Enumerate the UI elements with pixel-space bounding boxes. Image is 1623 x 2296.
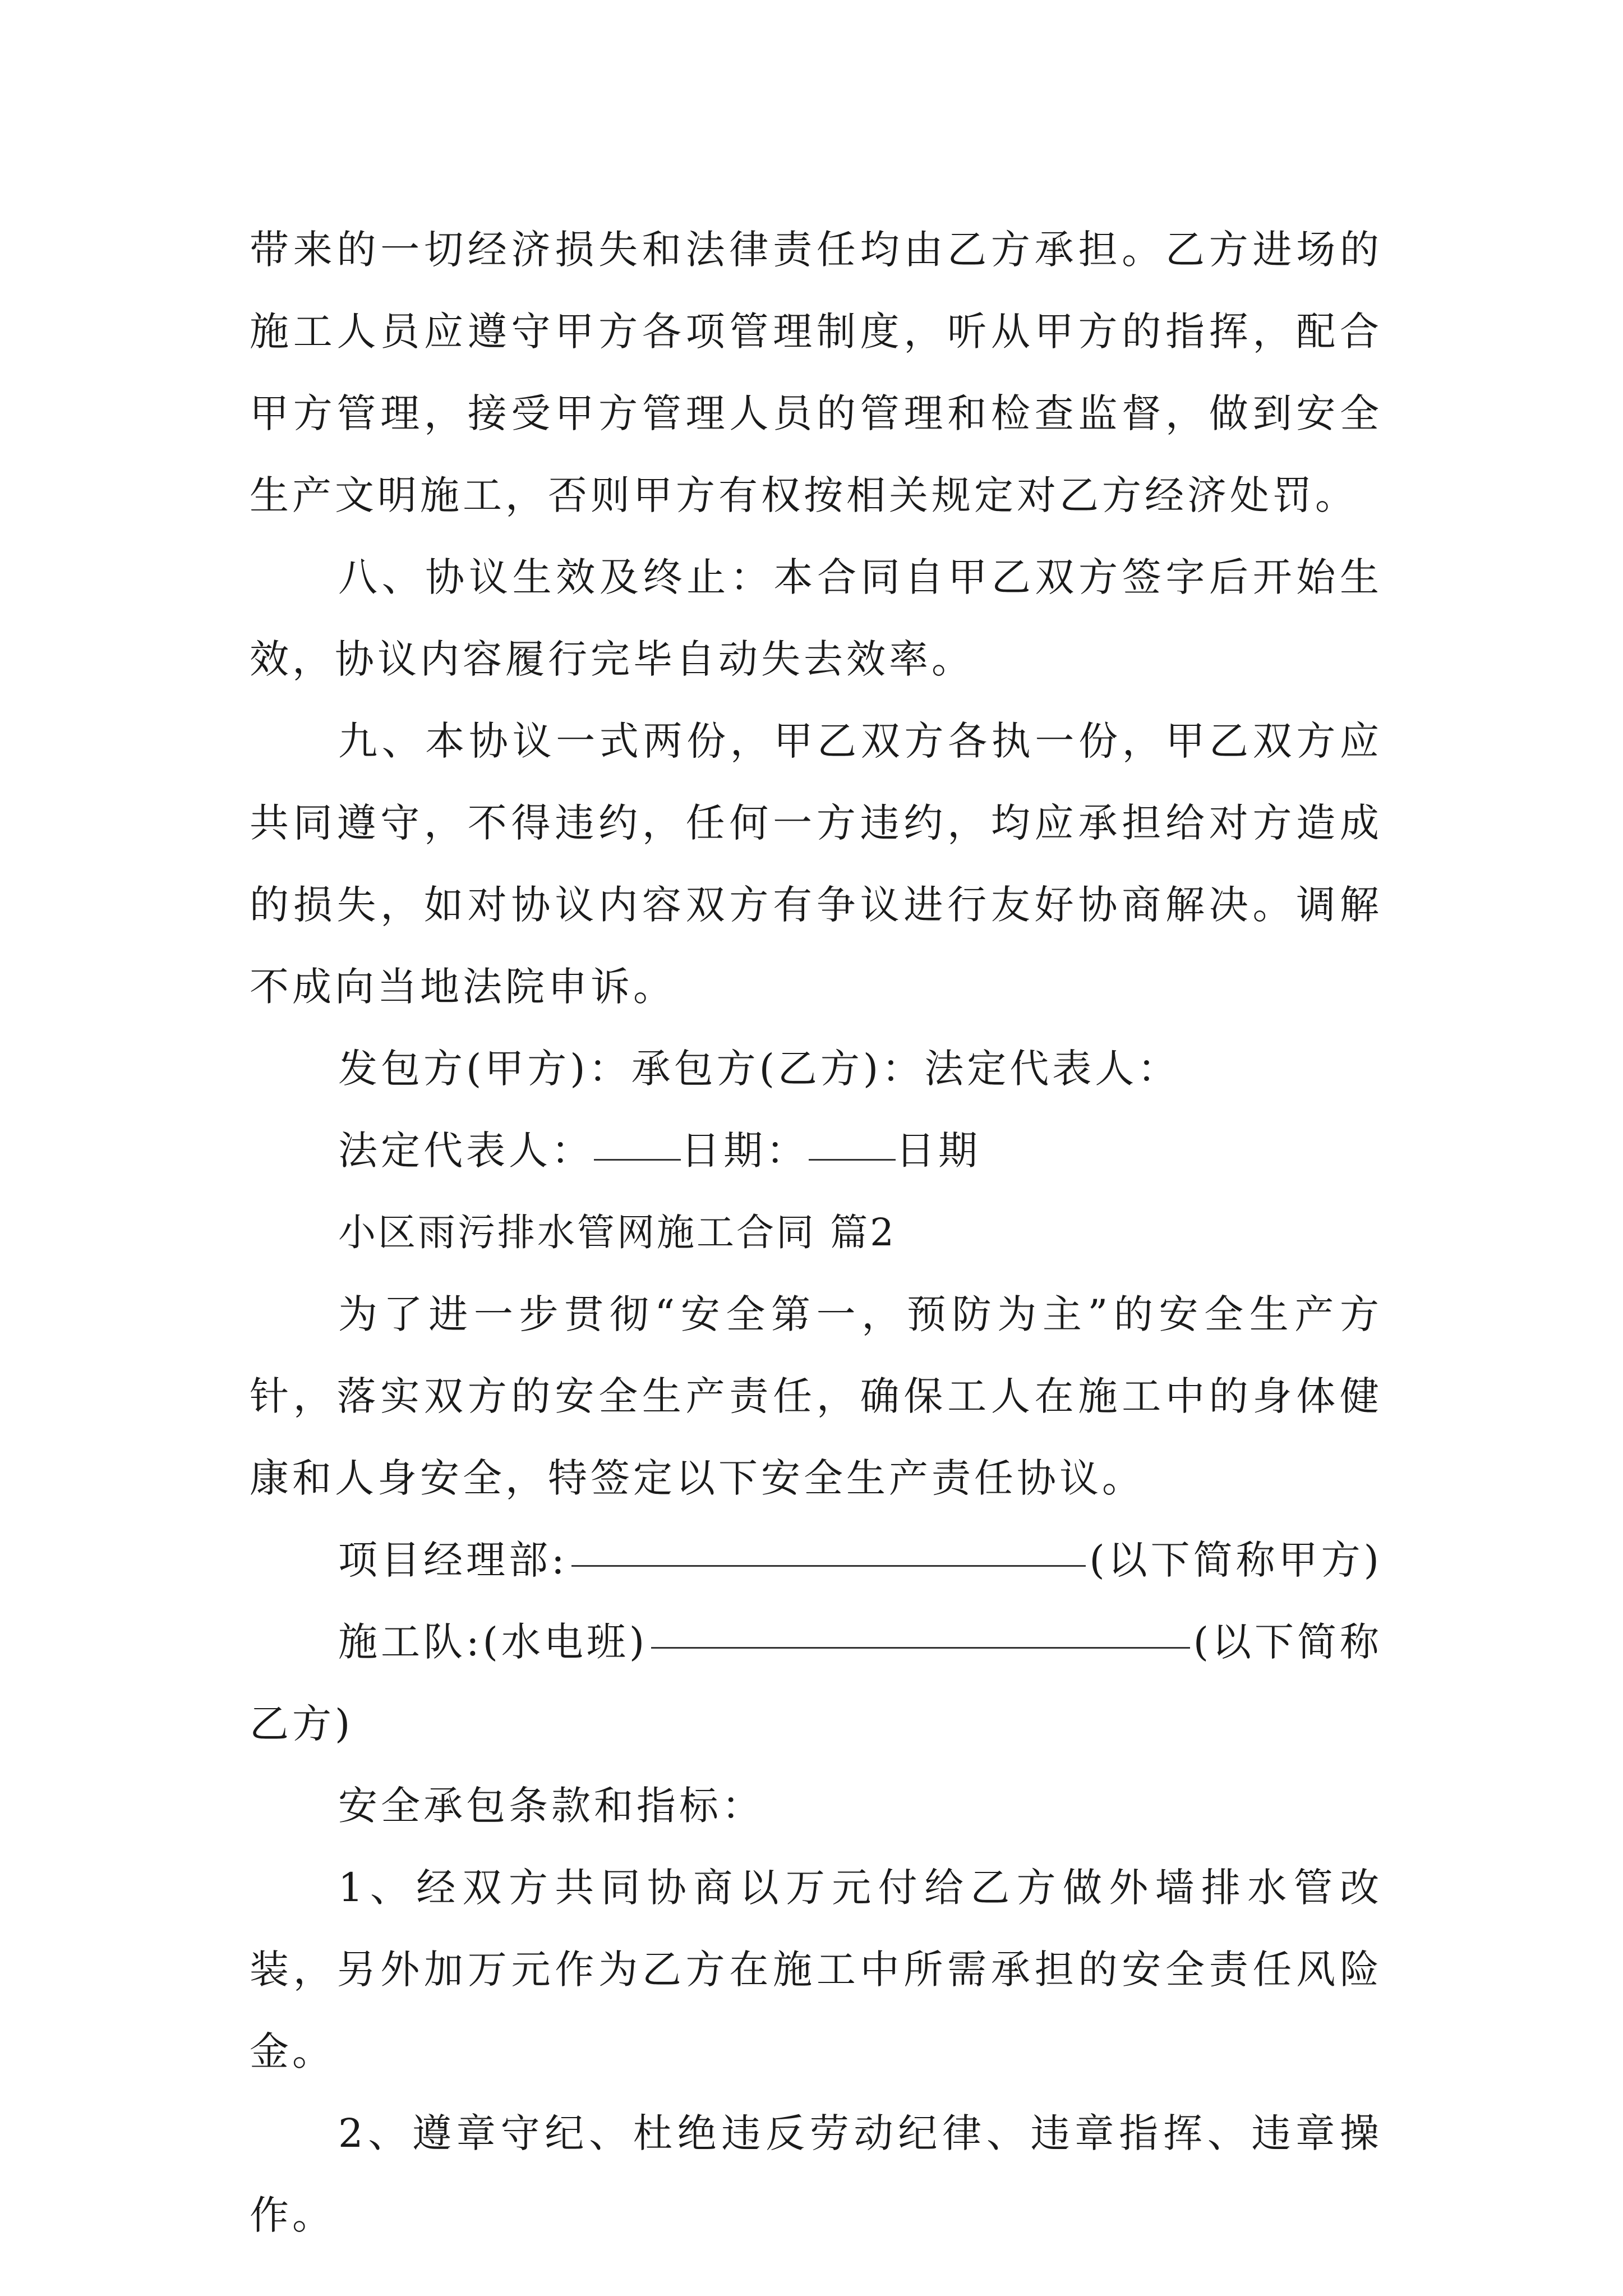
- paragraph-clause-9: 九、本协议一式两份，甲乙双方各执一份，甲乙双方应共同遵守，不得违约，任何一方违约，均应承担给对方造成的损失，如对协议内容双方有争议进行友好协商解决。调解不成向当地法院申诉。: [250, 718, 1382, 1010]
- document-body: [250, 209, 1382, 2256]
- paragraph-purpose: 为了进一步贯彻“安全第一，预防为主”的安全生产方针，落实双方的安全生产责任，确保工人在施工中的身体健康和人身安全，特签定以下安全生产责任协议。: [250, 1291, 1382, 1501]
- date-label-2: 日期: [896, 1128, 981, 1174]
- safety-term-1: 1、经双方共同协商以万元付给乙方做外墙排水管改装，另外加万元作为乙方在施工中所需承担的安全责任风险金。: [250, 1865, 1382, 2074]
- party-b-blank: [651, 1647, 1189, 1649]
- legal-rep-label: 法定代表人：: [338, 1128, 594, 1174]
- safety-terms-heading: 安全承包条款和指标：: [338, 1783, 764, 1829]
- signature-parties-line: 发包方(甲方)：承包方(乙方)：法定代表人：: [338, 1046, 1181, 1092]
- party-a-label: 项目经理部:: [338, 1537, 568, 1583]
- legal-rep-blank: [594, 1159, 681, 1161]
- party-a-blank: [571, 1565, 1086, 1567]
- party-b-label: 施工队:(水电班): [338, 1619, 648, 1665]
- date-label: 日期：: [681, 1128, 809, 1174]
- paragraph-liability: 带来的一切经济损失和法律责任均由乙方承担。乙方进场的施工人员应遵守甲方各项管理制度，听从甲方的指挥，配合甲方管理，接受甲方管理人员的管理和检查监督，做到安全生产文明施工，否则甲方有权按相关规定对乙方经济处罚。: [250, 227, 1382, 518]
- date-blank: [809, 1159, 896, 1161]
- signature-date-line: [250, 1110, 1382, 1191]
- section-heading: 小区雨污排水管网施工合同 篇2: [338, 1211, 896, 1254]
- party-b-suffix: (以下简称: [1193, 1619, 1382, 1665]
- party-b-line: [250, 1601, 1382, 1683]
- party-b-continuation: 乙方): [250, 1701, 354, 1747]
- party-a-line: [250, 1519, 1382, 1601]
- party-a-suffix: (以下简称甲方): [1089, 1537, 1382, 1583]
- paragraph-clause-8: 八、协议生效及终止：本合同自甲乙双方签字后开始生效，协议内容履行完毕自动失去效率。: [250, 554, 1382, 682]
- safety-term-2: 2、遵章守纪、杜绝违反劳动纪律、违章指挥、违章操作。: [250, 2110, 1382, 2238]
